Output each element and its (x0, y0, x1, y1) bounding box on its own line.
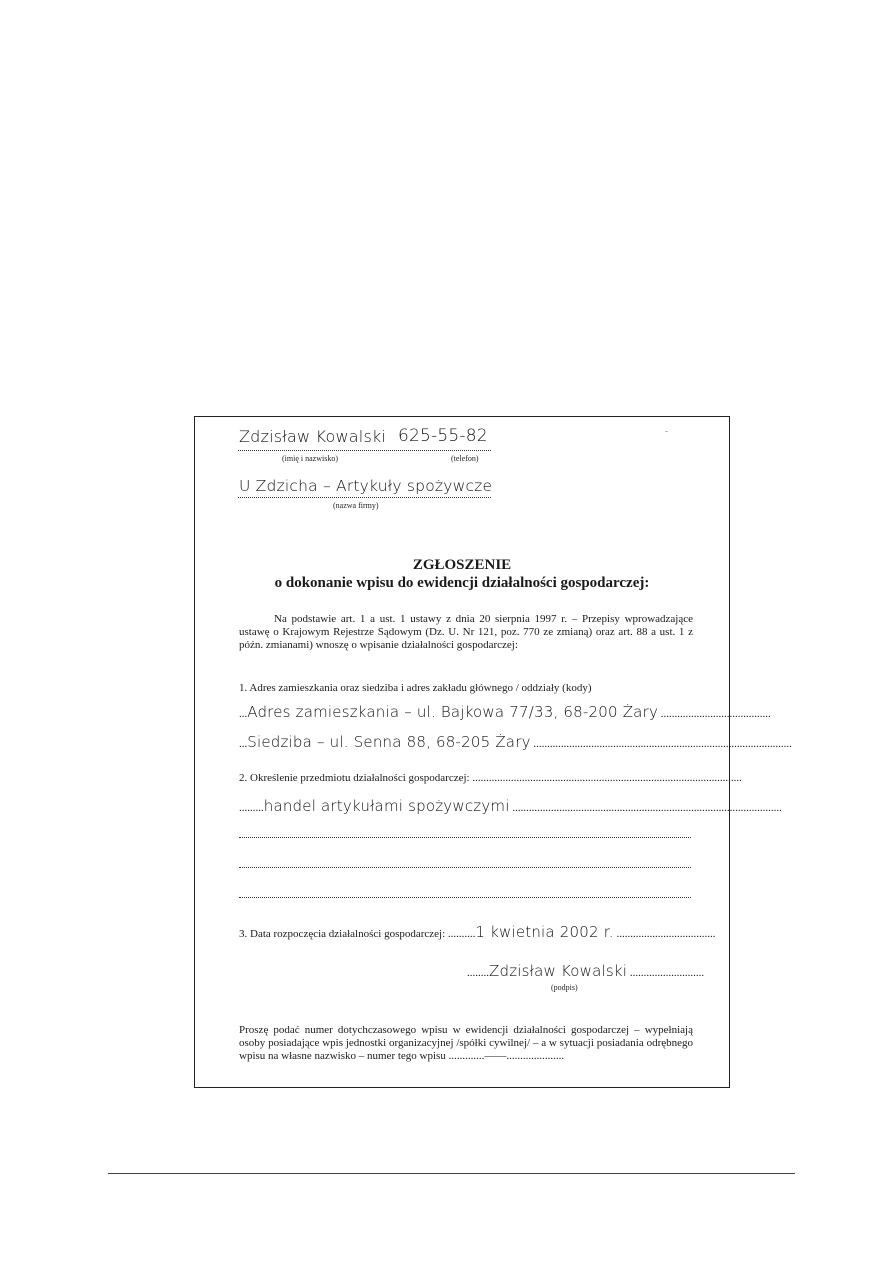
firm-dotted-line (238, 497, 491, 498)
section-3-fill: .................................... (613, 928, 716, 940)
applicant-phone-value: 625-55-82 (398, 426, 488, 446)
section-2-line-1-prefix: ......... (239, 802, 264, 814)
scan-mark (665, 431, 668, 432)
section-2-blank-line-2 (239, 867, 691, 868)
signature-caption: (podpis) (551, 983, 578, 992)
address-residence-value: Adres zamieszkania – ul. Bajkowa 77/33, 68-200 Żary (247, 703, 659, 721)
previous-entry-fill: ..................... (506, 1050, 565, 1062)
section-2-line-1-fill: .................................................................................................. (509, 802, 782, 814)
section-2-line-1 (239, 797, 782, 816)
section-1-line-1-prefix: ... (239, 708, 248, 720)
section-2-blank-line-1 (239, 837, 691, 838)
applicant-name-value: Zdzisław Kowalski (239, 427, 387, 446)
section-2-label: 2. Określenie przedmiotu działalności gospodarczej: (239, 772, 470, 784)
section-3-label: 3. Data rozpoczęcia działalności gospodarczej: .......... (239, 928, 476, 940)
signature-prefix: ........ (467, 967, 489, 979)
form-subtitle: o dokonanie wpisu do ewidencji działalności gospodarczej: (274, 575, 650, 591)
firm-name-value: U Zdzicha – Artykuły spożywcze (239, 477, 493, 495)
name-caption: (imię i nazwisko) (282, 454, 338, 463)
section-1-line-1 (239, 703, 771, 722)
section-1-line-1-fill: ........................................ (658, 708, 771, 720)
section-1-line-2 (239, 733, 792, 752)
intro-paragraph: Na podstawie art. 1 a ust. 1 ustawy z dnia 20 sierpnia 1997 r. – Przepisy wprowadzające ustawę o Krajowym Rejestrze Sądowym (Dz. U. Nr 121, poz. 770 ze zmianą) oraz art. 88 a ust. 1 z późn. zmianami) wnoszę o wpisanie działalności gospodarczej: (239, 613, 693, 651)
section-1-line-2-prefix: ... (239, 738, 248, 750)
section-2-blank-line-3 (239, 897, 691, 898)
section-2-label-fill: .................................................................................................. (469, 772, 742, 784)
address-seat-value: Siedziba – ul. Senna 88, 68-205 Żary (247, 733, 531, 751)
phone-caption: (telefon) (451, 454, 479, 463)
form-image-frame (194, 416, 792, 1088)
previous-entry-note-text: Proszę podać numer dotychczasowego wpisu w ewidencji działalności gospodarczej – wypełniają osoby posiadające wpis jednostki organizacyjnej /spółki cywilnej/ – a w sytuacji posiadania odrębnego wpisu na własne nazwisko – numer tego wpisu ............. (239, 1024, 693, 1062)
start-date-value: 1 kwietnia 2002 r. (475, 923, 614, 941)
section-3-row (239, 923, 716, 942)
signature-fill: ........................... (627, 967, 705, 979)
signature-row (467, 962, 705, 981)
name-phone-dotted-line (238, 450, 491, 451)
business-activity-value: handel artykułami spożywczymi (263, 797, 510, 815)
section-1-label: 1. Adres zamieszkania oraz siedziba i adres zakładu głównego / oddziały (kody) (239, 682, 592, 694)
form-title: ZGŁOSZENIE (412, 557, 512, 573)
previous-entry-note (239, 1024, 693, 1063)
page-footer-rule (108, 1173, 795, 1174)
firm-caption: (nazwa firmy) (333, 501, 379, 510)
signature-value: Zdzisław Kowalski (489, 962, 628, 980)
previous-entry-dash: —— (484, 1050, 507, 1062)
section-2-label-row (239, 772, 742, 784)
section-1-line-2-fill: .............................................................................................. (530, 738, 792, 750)
